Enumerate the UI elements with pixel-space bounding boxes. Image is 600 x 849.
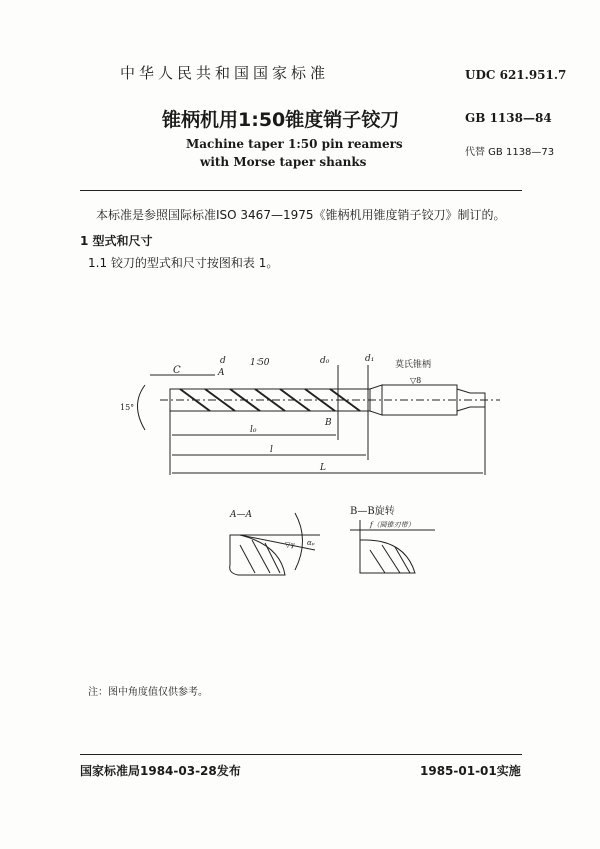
replaces-standard: 代替 GB 1138—73: [465, 147, 555, 158]
section-a-mark: A: [218, 368, 225, 378]
dim-d1: d₁: [365, 354, 375, 364]
land-label: f（圆锥刃带）: [370, 521, 415, 529]
issuing-org: 中华人民共和国国家标准: [120, 64, 330, 82]
title-english-1: Machine taper 1:50 pin reamers: [186, 137, 403, 151]
section-1-1-text: 1.1 铰刀的型式和尺寸按图和表 1。: [88, 256, 279, 270]
figure-note: 注：图中角度值仅供参考。: [88, 687, 208, 698]
title-chinese: 锥柄机用1:50锥度销子铰刀: [162, 109, 400, 131]
section-views: [210, 502, 440, 587]
effective-date: 1985-01-01实施: [420, 764, 521, 778]
clearance-angle: αₚ: [307, 539, 315, 547]
angle-label: 15°: [120, 403, 135, 412]
dim-d0: d₀: [320, 356, 330, 366]
issue-date: 国家标准局1984-03-28发布: [80, 764, 241, 778]
dim-l0: l₀: [250, 425, 257, 435]
udc-number: UDC 621.951.7: [465, 68, 567, 82]
dim-d: d: [220, 356, 226, 366]
dim-L: L: [320, 463, 326, 473]
dim-c: C: [173, 365, 181, 376]
rake-angle: ▽γ: [285, 541, 295, 549]
taper-ratio: 1∶50: [250, 358, 270, 368]
footer-rule: [80, 754, 522, 755]
shank-label: 莫氏锥柄: [395, 360, 432, 370]
section-1-heading: 1 型式和尺寸: [80, 234, 153, 248]
intro-text: 本标准是参照国际标准ISO 3467—1975《锥柄机用锥度销子铰刀》制订的。: [96, 208, 506, 222]
section-b-mark: B: [325, 418, 332, 428]
section-bb-title: B—B旋转: [350, 506, 395, 517]
reamer-drawing: [120, 345, 505, 485]
roughness-mark: ▽8: [410, 376, 422, 385]
standard-number: GB 1138—84: [465, 111, 552, 125]
header-rule: [80, 190, 522, 191]
title-english-2: with Morse taper shanks: [200, 155, 367, 169]
section-aa-title: A—A: [230, 510, 252, 520]
dim-l: l: [270, 445, 273, 455]
